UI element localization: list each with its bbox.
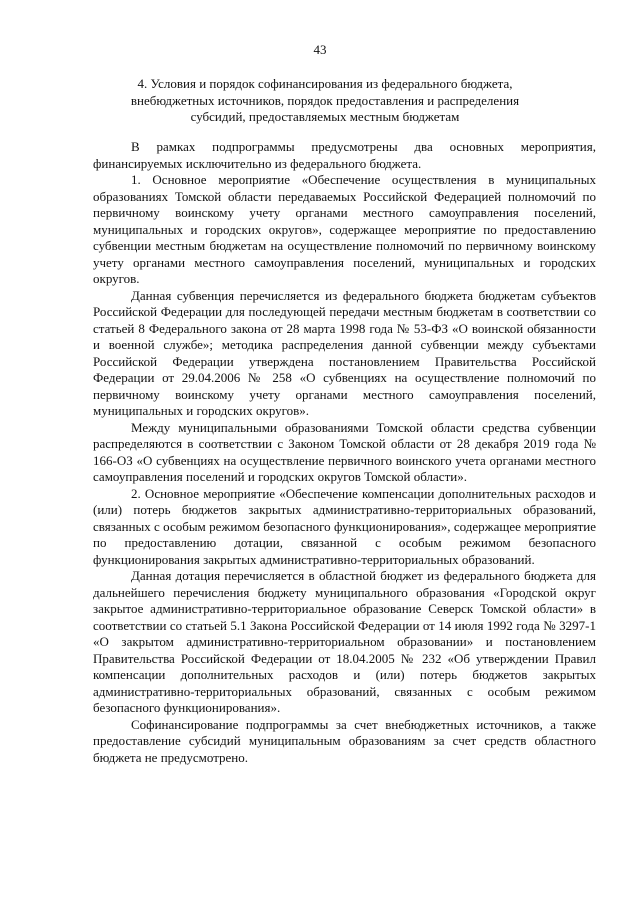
paragraph: Между муниципальными образованиями Томской области средства субвенции распределяются в соответствии с Законом Томской области от 28 декабря 2019 года № 166-ОЗ «О субвенциях на осуществление первичного воинского учета органами местного самоуправления поселений и городских округов Томской области». bbox=[93, 419, 596, 484]
paragraph: 1. Основное мероприятие «Обеспечение осуществления в муниципальных образованиях Томской области передаваемых Российской Федерацией полномочий по первичному воинскому учету органами местного самоуправления поселений, муниципальных и городских округов», содержащее мероприятие по предоставлению субвенции местным бюджетам на осуществление полномочий по первичному воинскому учету органами местного самоуправления поселений, муниципальных и городских округов. bbox=[93, 172, 596, 286]
paragraph: В рамках подпрограммы предусмотрены два основных мероприятия, финансируемых исключительно из федерального бюджета. bbox=[93, 139, 596, 171]
paragraph: Софинансирование подпрограммы за счет внебюджетных источников, а также предоставление субсидий муниципальным образованиям за счет средств областного бюджета не предусмотрено. bbox=[93, 716, 596, 765]
paragraph: Данная субвенция перечисляется из федерального бюджета бюджетам субъектов Российской Федерации для последующей передачи местным бюджетам в соответствии со статьей 8 Федерального закона от 28 марта 1998 года № 53-ФЗ «О воинской обязанности и военной службе»; методика распределения данной субвенции между субъектами Российской Федерации утверждена постановлением Правительства Российской Федерации от 29.04.2006 № 258 «О субвенциях на осуществление полномочий по первичному воинскому учету органами местного самоуправления поселений, муниципальных и городских округов». bbox=[93, 287, 596, 418]
section-heading: 4. Условия и порядок софинансирования из федерального бюджета, внебюджетных источников, порядок предоставления и распределения субсидий, предоставляемых местным бюджетам bbox=[130, 76, 520, 124]
paragraph: 2. Основное мероприятие «Обеспечение компенсации дополнительных расходов и (или) потерь бюджетов закрытых административно-территориальных образований, связанных с особым режимом безопасного функционирования», содержащее мероприятие по предоставлению дотации, связанной с особым режимом безопасного функционирования закрытых административно-территориальных образований. bbox=[93, 485, 596, 567]
document-body bbox=[93, 139, 596, 766]
paragraph: Данная дотация перечисляется в областной бюджет из федерального бюджета для дальнейшего перечисления бюджету муниципального образования «Городской округ закрытое административно-территориальное образование Северск Томской области» в соответствии со статьей 5.1 Закона Российской Федерации от 14 июля 1992 года № 3297-1 «О закрытом административно-территориальном образовании» и постановлением Правительства Российской Федерации от 18.04.2005 № 232 «Об утверждении Правил компенсации дополнительных расходов и (или) потерь бюджетов закрытых административно-территориальных образований, связанных с особым режимом безопасного функционирования». bbox=[93, 568, 596, 715]
page-number: 43 bbox=[313, 42, 327, 57]
